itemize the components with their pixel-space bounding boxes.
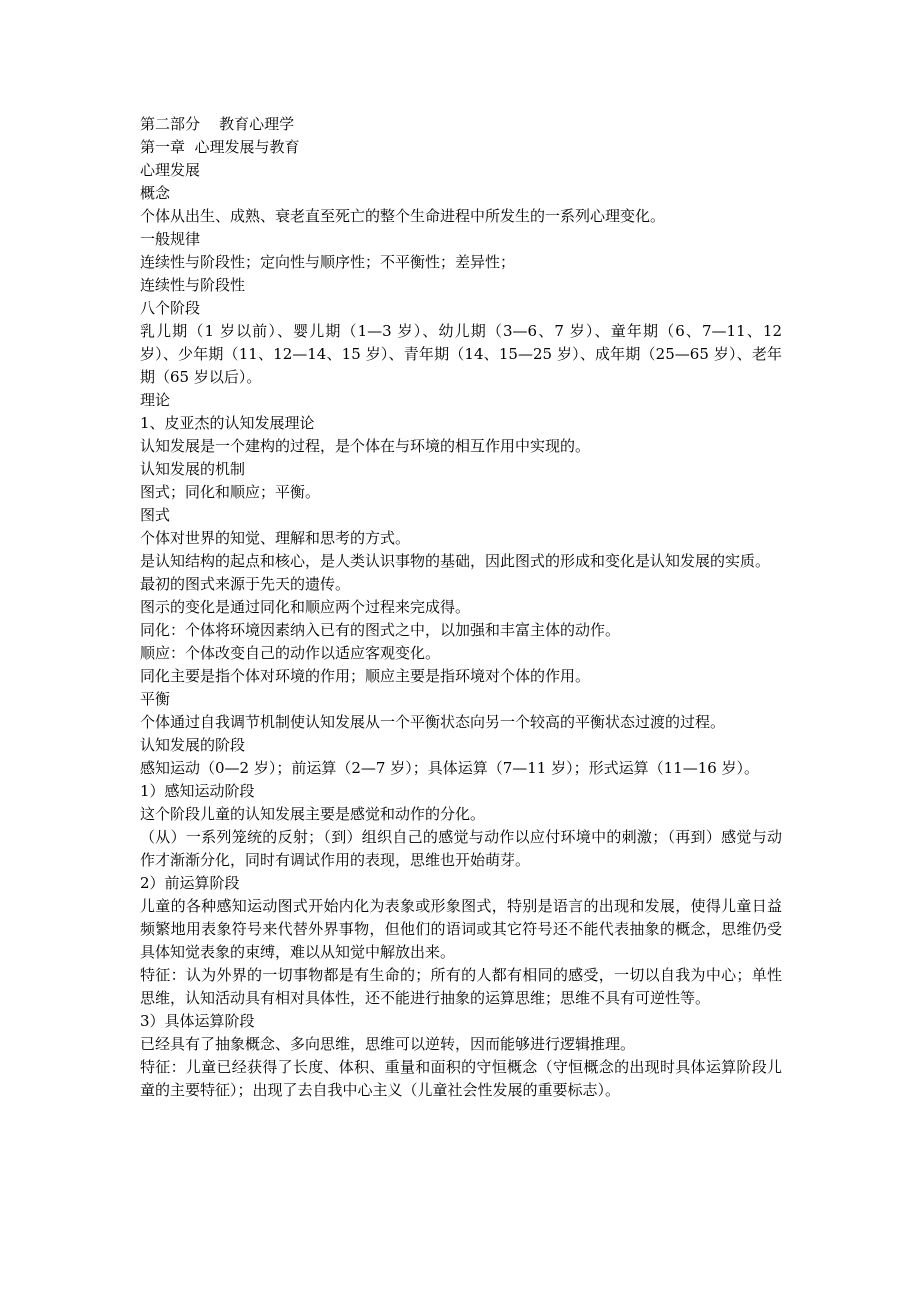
subsection-heading: 一般规律	[140, 230, 201, 248]
section-heading: 心理发展	[140, 161, 201, 179]
paragraph: 乳儿期（1 岁以前）、婴儿期（1—3 岁）、幼儿期（3—6、7 岁）、童年期（6、7—11、12 岁）、少年期（11、12—14、15 岁）、青年期（14、15—25 岁）、成年期（25—65 岁）、老年期（65 岁以后）。	[140, 322, 787, 386]
subsection-heading: 连续性与阶段性	[140, 276, 246, 294]
subsection-heading: 3）具体运算阶段	[140, 1012, 255, 1030]
paragraph: 认知发展是一个建构的过程，是个体在与环境的相互作用中实现的。	[140, 437, 591, 455]
paragraph: 连续性与阶段性；定向性与顺序性；不平衡性；差异性；	[140, 253, 516, 271]
paragraph: 已经具有了抽象概念、多向思维，思维可以逆转，因而能够进行逻辑推理。	[140, 1035, 636, 1053]
paragraph: 感知运动（0—2 岁）；前运算（2—7 岁）；具体运算（7—11 岁）；形式运算（11—16 岁）。	[140, 759, 760, 777]
paragraph: 最初的图式来源于先天的遗传。	[140, 575, 351, 593]
paragraph: 同化：个体将环境因素纳入已有的图式之中，以加强和丰富主体的动作。	[140, 621, 621, 639]
subsection-heading: 平衡	[140, 690, 171, 708]
paragraph: 特征：认为外界的一切事物都是有生命的；所有的人都有相同的感受，一切以自我为中心；单性思维，认知活动具有相对具体性，还不能进行抽象的运算思维；思维不具有可逆性等。	[140, 966, 782, 1007]
subsection-heading: 1、皮亚杰的认知发展理论	[140, 414, 315, 432]
subsection-heading: 概念	[140, 184, 171, 202]
subsection-heading: 八个阶段	[140, 299, 201, 317]
document-body	[140, 113, 787, 1102]
part-heading: 第二部分 教育心理学	[140, 115, 295, 133]
paragraph: 是认知结构的起点和核心，是人类认识事物的基础，因此图式的形成和变化是认知发展的实质。	[140, 552, 771, 570]
subsection-heading: 1）感知运动阶段	[140, 782, 255, 800]
paragraph: 特征：儿童已经获得了长度、体积、重量和面积的守恒概念（守恒概念的出现时具体运算阶段儿童的主要特征）；出现了去自我中心主义（儿童社会性发展的重要标志）。	[140, 1058, 782, 1099]
subsection-heading: 理论	[140, 391, 171, 409]
paragraph: 个体从出生、成熟、衰老直至死亡的整个生命进程中所发生的一系列心理变化。	[140, 207, 666, 225]
subsection-heading: 认知发展的阶段	[140, 736, 246, 754]
paragraph: 图示的变化是通过同化和顺应两个过程来完成得。	[140, 598, 471, 616]
subsection-heading: 图式	[140, 506, 171, 524]
subsection-heading: 2）前运算阶段	[140, 874, 240, 892]
subsection-heading: 认知发展的机制	[140, 460, 246, 478]
paragraph: 个体通过自我调节机制使认知发展从一个平衡状态向另一个较高的平衡状态过渡的过程。	[140, 713, 726, 731]
paragraph: （从）一系列笼统的反射；（到）组织自己的感觉与动作以应付环境中的刺激；（再到）感觉与动作才渐渐分化，同时有调试作用的表现，思维也开始萌芽。	[140, 828, 782, 869]
paragraph: 个体对世界的知觉、理解和思考的方式。	[140, 529, 411, 547]
paragraph: 同化主要是指个体对环境的作用；顺应主要是指环境对个体的作用。	[140, 667, 591, 685]
paragraph: 这个阶段儿童的认知发展主要是感觉和动作的分化。	[140, 805, 486, 823]
paragraph: 图式；同化和顺应；平衡。	[140, 483, 321, 501]
paragraph: 顺应：个体改变自己的动作以适应客观变化。	[140, 644, 441, 662]
paragraph: 儿童的各种感知运动图式开始内化为表象或形象图式，特别是语言的出现和发展，使得儿童日益频繁地用表象符号来代替外界事物，但他们的语词或其它符号还不能代表抽象的概念，思维仍受具体知觉表象的束缚，难以从知觉中解放出来。	[140, 897, 782, 961]
chapter-heading: 第一章 心理发展与教育	[140, 138, 300, 156]
